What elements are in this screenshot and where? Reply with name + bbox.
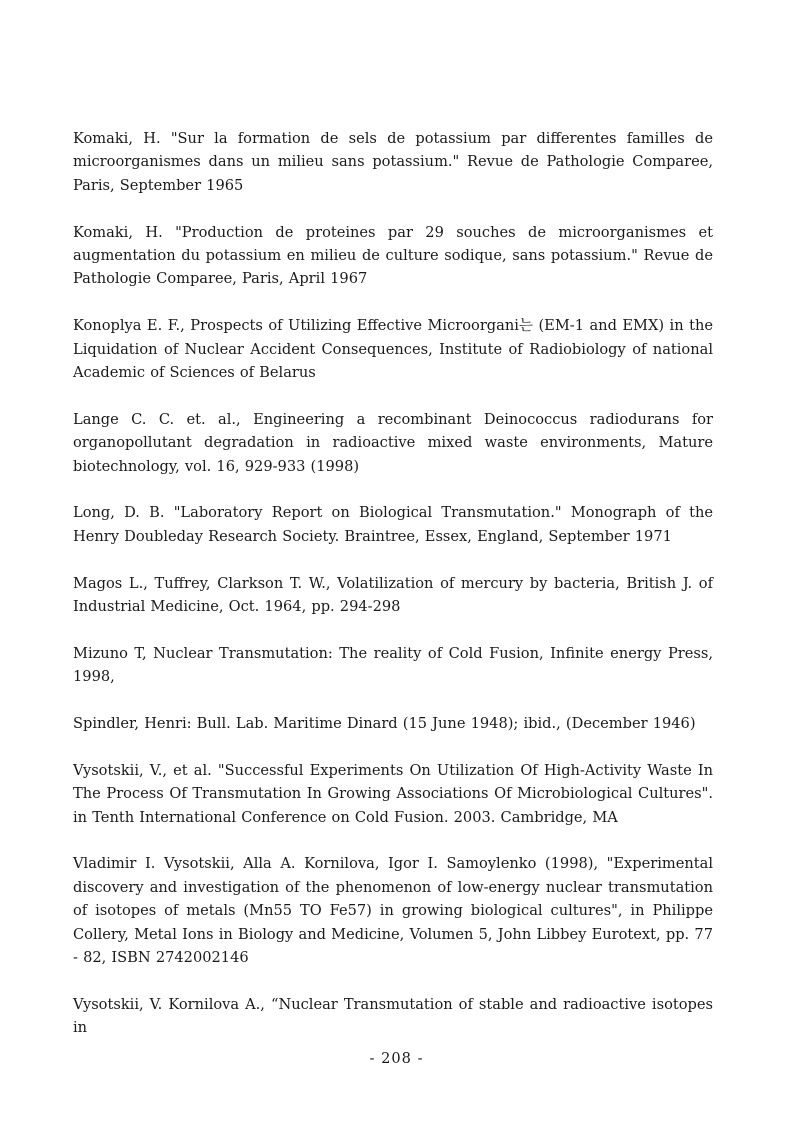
reference-entry: Mizuno T, Nuclear Transmutation: The reality of Cold Fusion, Infinite energy Press, 1998, — [73, 644, 713, 686]
reference-entry: Konoplya E. F., Prospects of Utilizing Effective Microorgani는 (EM-1 and EMX) in the Liquidation of Nuclear Accident Consequences, Institute of Radiobiology of national Academic of Sciences of Belarus — [73, 317, 713, 382]
reference-entry: Spindler, Henri: Bull. Lab. Maritime Dinard (15 June 1948); ibid., (December 1946) — [73, 715, 696, 733]
reference-entry: Magos L., Tuffrey, Clarkson T. W., Volatilization of mercury by bacteria, British J. of Industrial Medicine, Oct. 1964, pp. 294-298 — [73, 574, 713, 616]
reference-entry: Komaki, H. "Sur la formation de sels de potassium par differentes familles de microorganismes dans un milieu sans potassium." Revue de Pathologie Comparee, Paris, September 1965 — [73, 130, 713, 194]
page-number: - 208 - — [369, 1050, 424, 1067]
reference-entry: Lange C. C. et. al., Engineering a recombinant Deinococcus radiodurans for organopollutant degradation in radioactive mixed waste environments, Mature biotechnology, vol. 16, 929-933 (1998) — [73, 410, 713, 475]
reference-list — [73, 127, 713, 1040]
reference-entry: Komaki, H. "Production de proteines par 29 souches de microorganismes et augmentation du potassium en milieu de culture sodique, sans potassium." Revue de Pathologie Comparee, Paris, April 1967 — [73, 223, 713, 288]
reference-entry: Vysotskii, V., et al. "Successful Experiments On Utilization Of High-Activity Waste In The Process Of Transmutation In Growing Associations Of Microbiological Cultures". in Tenth International Conference on Cold Fusion. 2003. Cambridge, MA — [73, 761, 713, 826]
reference-entry: Vysotskii, V. Kornilova A., “Nuclear Transmutation of stable and radioactive isotopes in — [73, 995, 713, 1037]
reference-entry: Vladimir I. Vysotskii, Alla A. Kornilova, Igor I. Samoylenko (1998), "Experimental discovery and investigation of the phenomenon of low-energy nuclear transmutation of isotopes of metals (Mn55 TO Fe57) in growing biological cultures", in Philippe Collery, Metal Ions in Biology and Medicine, Volumen 5, John Libbey Eurotext, pp. 77 - 82, ISBN 2742002146 — [73, 855, 713, 967]
reference-entry: Long, D. B. "Laboratory Report on Biological Transmutation." Monograph of the Henry Doubleday Research Society. Braintree, Essex, England, September 1971 — [73, 504, 713, 545]
